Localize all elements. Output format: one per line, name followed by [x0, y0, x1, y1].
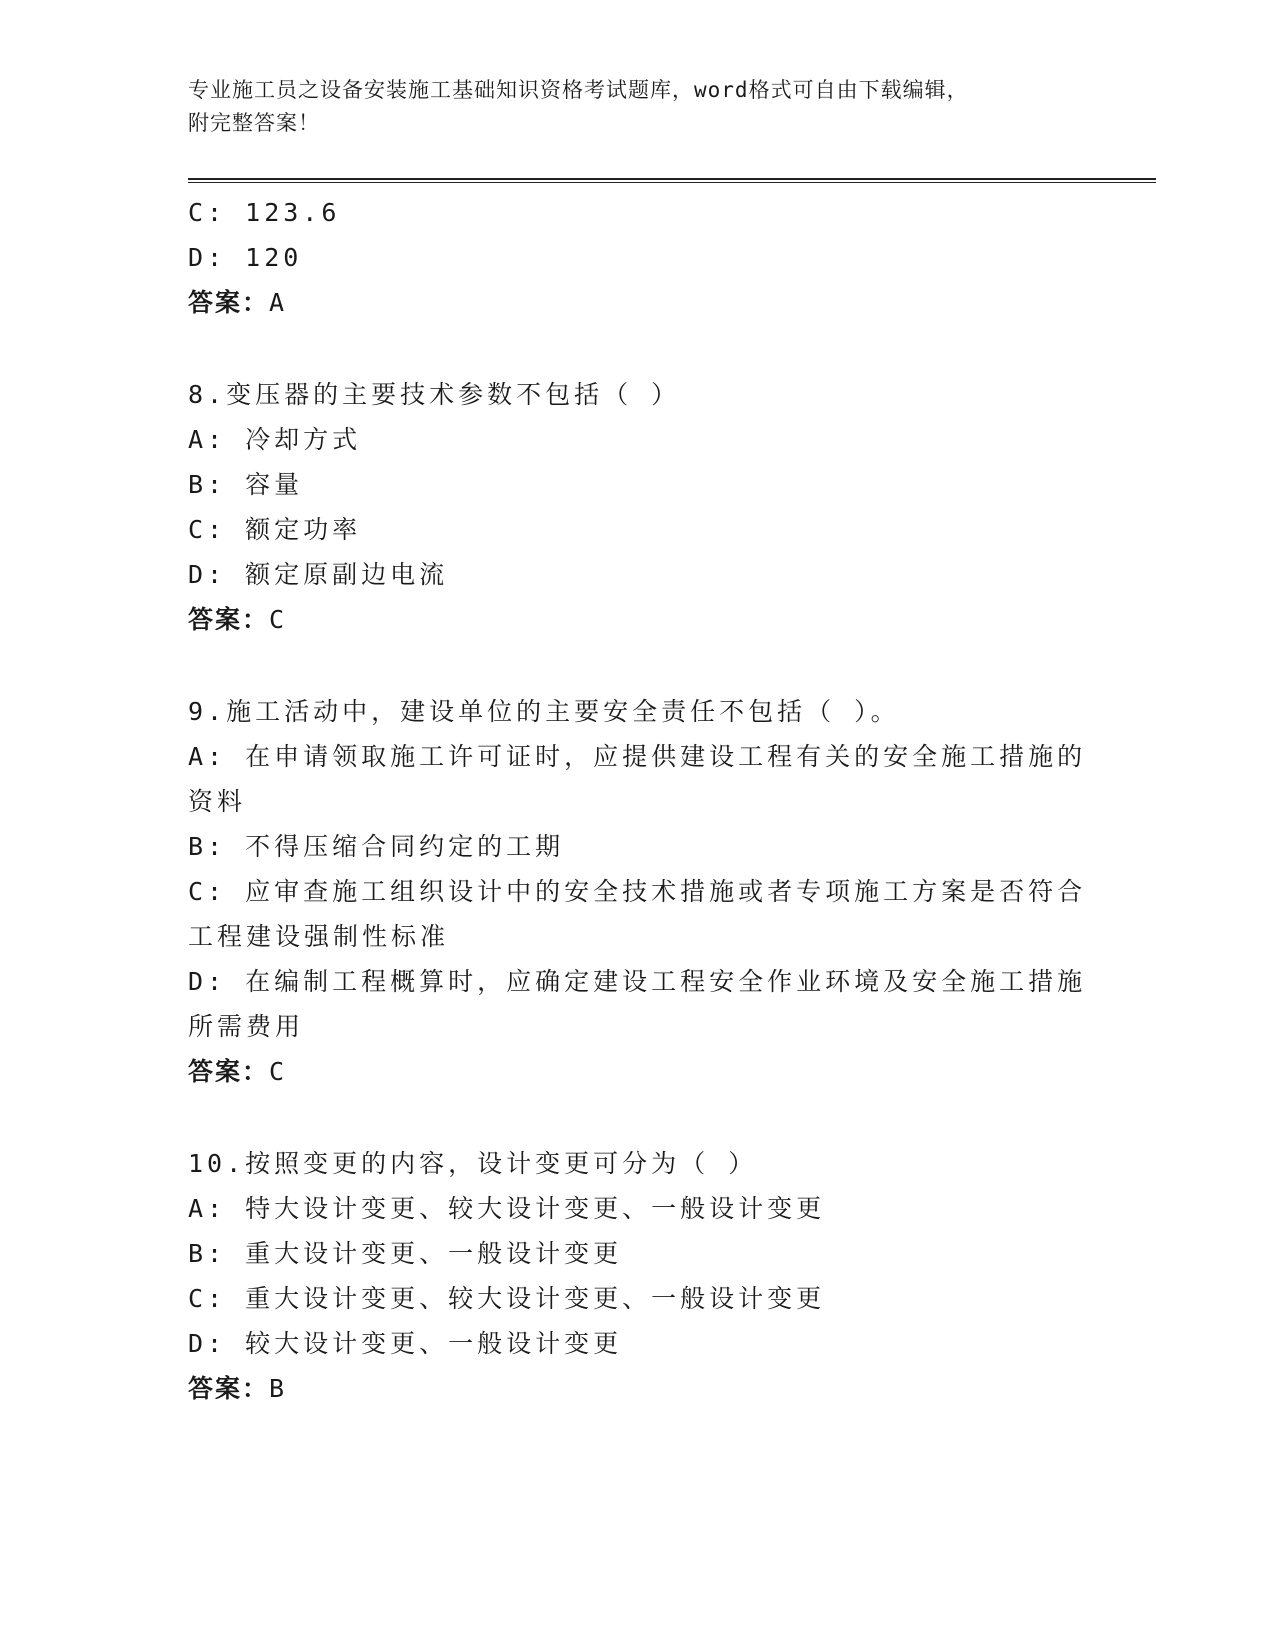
document-header	[188, 74, 1068, 140]
option-b: B: 容量	[188, 470, 304, 499]
option-a: A: 特大设计变更、较大设计变更、一般设计变更	[188, 1194, 826, 1223]
option-c: C: 123.6	[188, 198, 341, 227]
header-divider	[188, 178, 1156, 183]
option-d: D: 120	[188, 243, 303, 272]
option-d: D: 较大设计变更、一般设计变更	[188, 1329, 623, 1358]
header-title-line-1: 专业施工员之设备安装施工基础知识资格考试题库，word格式可自由下载编辑，	[188, 78, 969, 102]
question-list	[188, 190, 1087, 1411]
option-c: C: 重大设计变更、较大设计变更、一般设计变更	[188, 1284, 826, 1313]
answer-value: B	[269, 1374, 287, 1403]
option-c: C: 应审查施工组织设计中的安全技术措施或者专项施工方案是否符合	[188, 877, 1087, 906]
answer-label: 答案：	[188, 288, 270, 317]
answer-label: 答案：	[188, 605, 270, 634]
question-stem: 9.施工活动中，建设单位的主要安全责任不包括（ ）。	[188, 697, 900, 726]
option-d-continuation: 所需费用	[188, 1012, 305, 1041]
answer-line	[188, 280, 1068, 325]
option-b: B: 不得压缩合同约定的工期	[188, 832, 565, 861]
question-9	[188, 689, 1087, 1094]
answer-line	[188, 1366, 1068, 1411]
option-b: B: 重大设计变更、一般设计变更	[188, 1239, 623, 1268]
option-a: A: 冷却方式	[188, 425, 362, 454]
question-stem: 10.按照变更的内容，设计变更可分为（ ）	[188, 1149, 758, 1178]
option-d: D: 额定原副边电流	[188, 560, 449, 589]
answer-line	[188, 597, 1068, 642]
answer-line	[188, 1049, 1068, 1094]
option-c-continuation: 工程建设强制性标准	[188, 922, 450, 951]
answer-value: C	[269, 605, 287, 634]
question-stem: 8.变压器的主要技术参数不包括（ ）	[188, 380, 681, 409]
question-10	[188, 1141, 1068, 1411]
question-8	[188, 372, 1068, 642]
option-d: D: 在编制工程概算时，应确定建设工程安全作业环境及安全施工措施	[188, 967, 1087, 996]
answer-value: C	[269, 1057, 287, 1086]
header-title-line-2: 附完整答案！	[188, 111, 320, 135]
option-c: C: 额定功率	[188, 515, 362, 544]
answer-value: A	[269, 288, 287, 317]
option-a: A: 在申请领取施工许可证时，应提供建设工程有关的安全施工措施的	[188, 742, 1087, 771]
option-a-continuation: 资料	[188, 787, 247, 816]
question-7-continued	[188, 190, 1068, 325]
answer-label: 答案：	[188, 1374, 270, 1403]
answer-label: 答案：	[188, 1057, 270, 1086]
